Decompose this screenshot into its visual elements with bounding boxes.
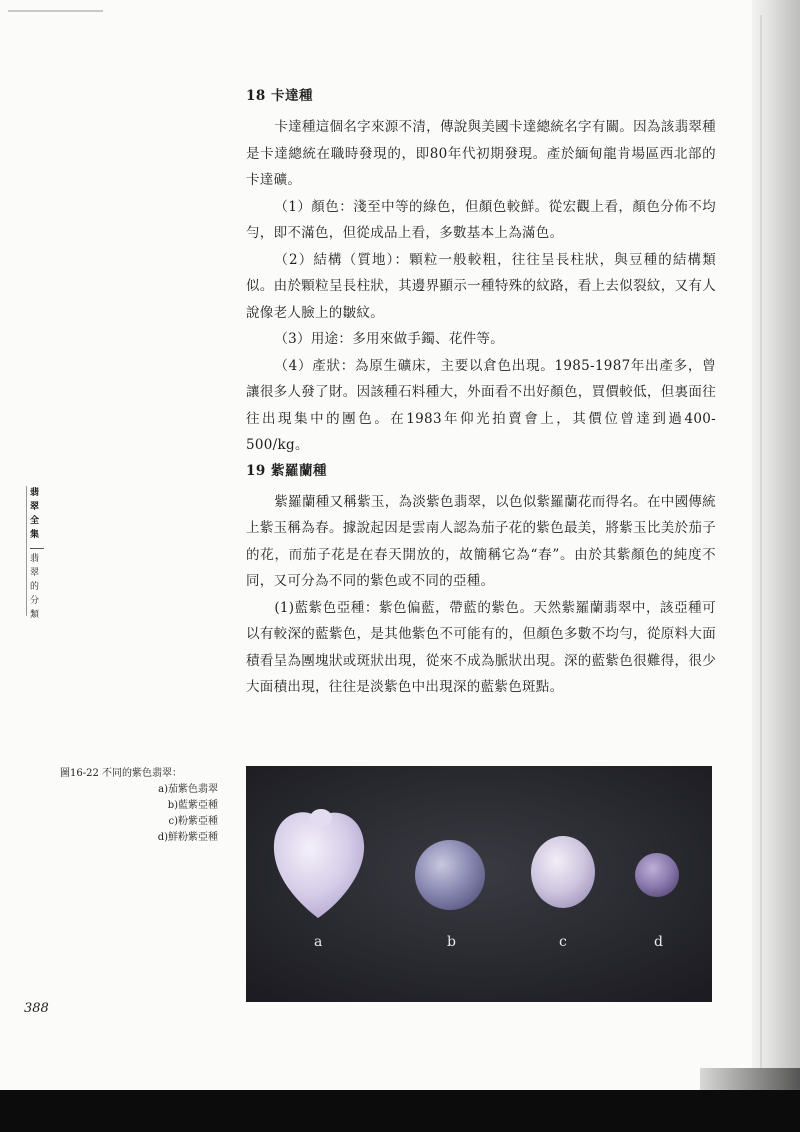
gem-label: c [559, 934, 567, 950]
gem-d-small [635, 853, 679, 897]
gem-label: d [654, 934, 663, 950]
scan-bottom-bar [0, 1090, 800, 1132]
page-number: 388 [24, 1001, 49, 1016]
section-19-heading: 19 紫羅蘭種 [246, 462, 327, 479]
sidebar-rule [26, 486, 27, 616]
main-text-column [246, 84, 716, 701]
section-18-paragraph: 卡達種這個名字來源不清，傳說與美國卡達總統名字有關。因為該翡翠種是卡達總統在職時發現的，即80年代初期發現。產於緬甸龍肯場區西北部的卡達礦。 [246, 119, 716, 188]
section-18-paragraph: （4）產狀：為原生礦床，主要以倉色出現。1985-1987年出產多，曾讓很多人發了財。因該種石料種大，外面看不出好顏色，買價較低，但裏面往往出現集中的團色。在1983年仰光拍賣會上，其價位曾達到過400-500/kg。 [246, 357, 716, 453]
section-18-paragraph: （3）用途：多用來做手鐲、花件等。 [274, 331, 505, 347]
gem-c-oval [531, 836, 595, 908]
sidebar-divider [30, 548, 44, 549]
section-18-heading: 18 卡達種 [246, 88, 313, 104]
sidebar-book-title: 翡翠全集 [30, 488, 40, 540]
gem-photo [246, 766, 712, 1002]
figure-caption-item: d)鮮粉紫亞種 [157, 832, 218, 843]
figure-caption [60, 766, 220, 846]
section-19-paragraph: 紫羅蘭種又稱紫玉，為淡紫色翡翠，以色似紫羅蘭花而得名。在中國傳統上紫玉稱為春。據說起因是雲南人認為茄子花的紫色最美，將紫玉比美於茄子的花，而茄子花是在春天開放的，故簡稱它為“春”。由於其紫顏色的純度不同，又可分為不同的紫色或不同的亞種。 [246, 493, 716, 589]
figure-caption-item: c)粉紫亞種 [168, 816, 218, 827]
figure-caption-item: a)茄紫色翡翠 [158, 784, 218, 795]
page-edge-line [760, 15, 762, 1075]
section-18-paragraph: （1）顏色：淺至中等的綠色，但顏色較鮮。從宏觀上看，顏色分佈不均勻，即不滿色，但從成品上看，多數基本上為滿色。 [246, 198, 716, 241]
section-19-paragraph: (1)藍紫色亞種：紫色偏藍，帶藍的紫色。天然紫羅蘭翡翠中，該亞種可以有較深的藍紫色，是其他紫色不可能有的，但顏色多數不均勻，從原料大面積看呈為團塊狀或斑狀出現，從來不成為脈狀出現。深的藍紫色很難得，很少大面積出現，往往是淡紫色中出現深的藍紫色斑點。 [246, 599, 716, 695]
book-spine-band [700, 1068, 800, 1090]
gem-label: b [447, 934, 456, 950]
figure-caption-item: b)藍紫亞種 [167, 800, 218, 811]
figure-caption-title: 圖16-22 不同的紫色翡翠： [60, 768, 183, 779]
section-18-paragraph: （2）結構（質地）：顆粒一般較粗，往往呈長柱狀，與豆種的結構類似。由於顆粒呈長柱狀，其邊界顯示一種特殊的紋路，看上去似裂紋，又有人說像老人臉上的皺紋。 [246, 251, 716, 321]
sidebar-chapter-title: 翡翠的分類 [30, 554, 40, 620]
gem-a-tip [310, 809, 332, 827]
top-rule [8, 10, 103, 12]
gem-label: a [314, 934, 323, 950]
gem-b-round [415, 840, 485, 910]
